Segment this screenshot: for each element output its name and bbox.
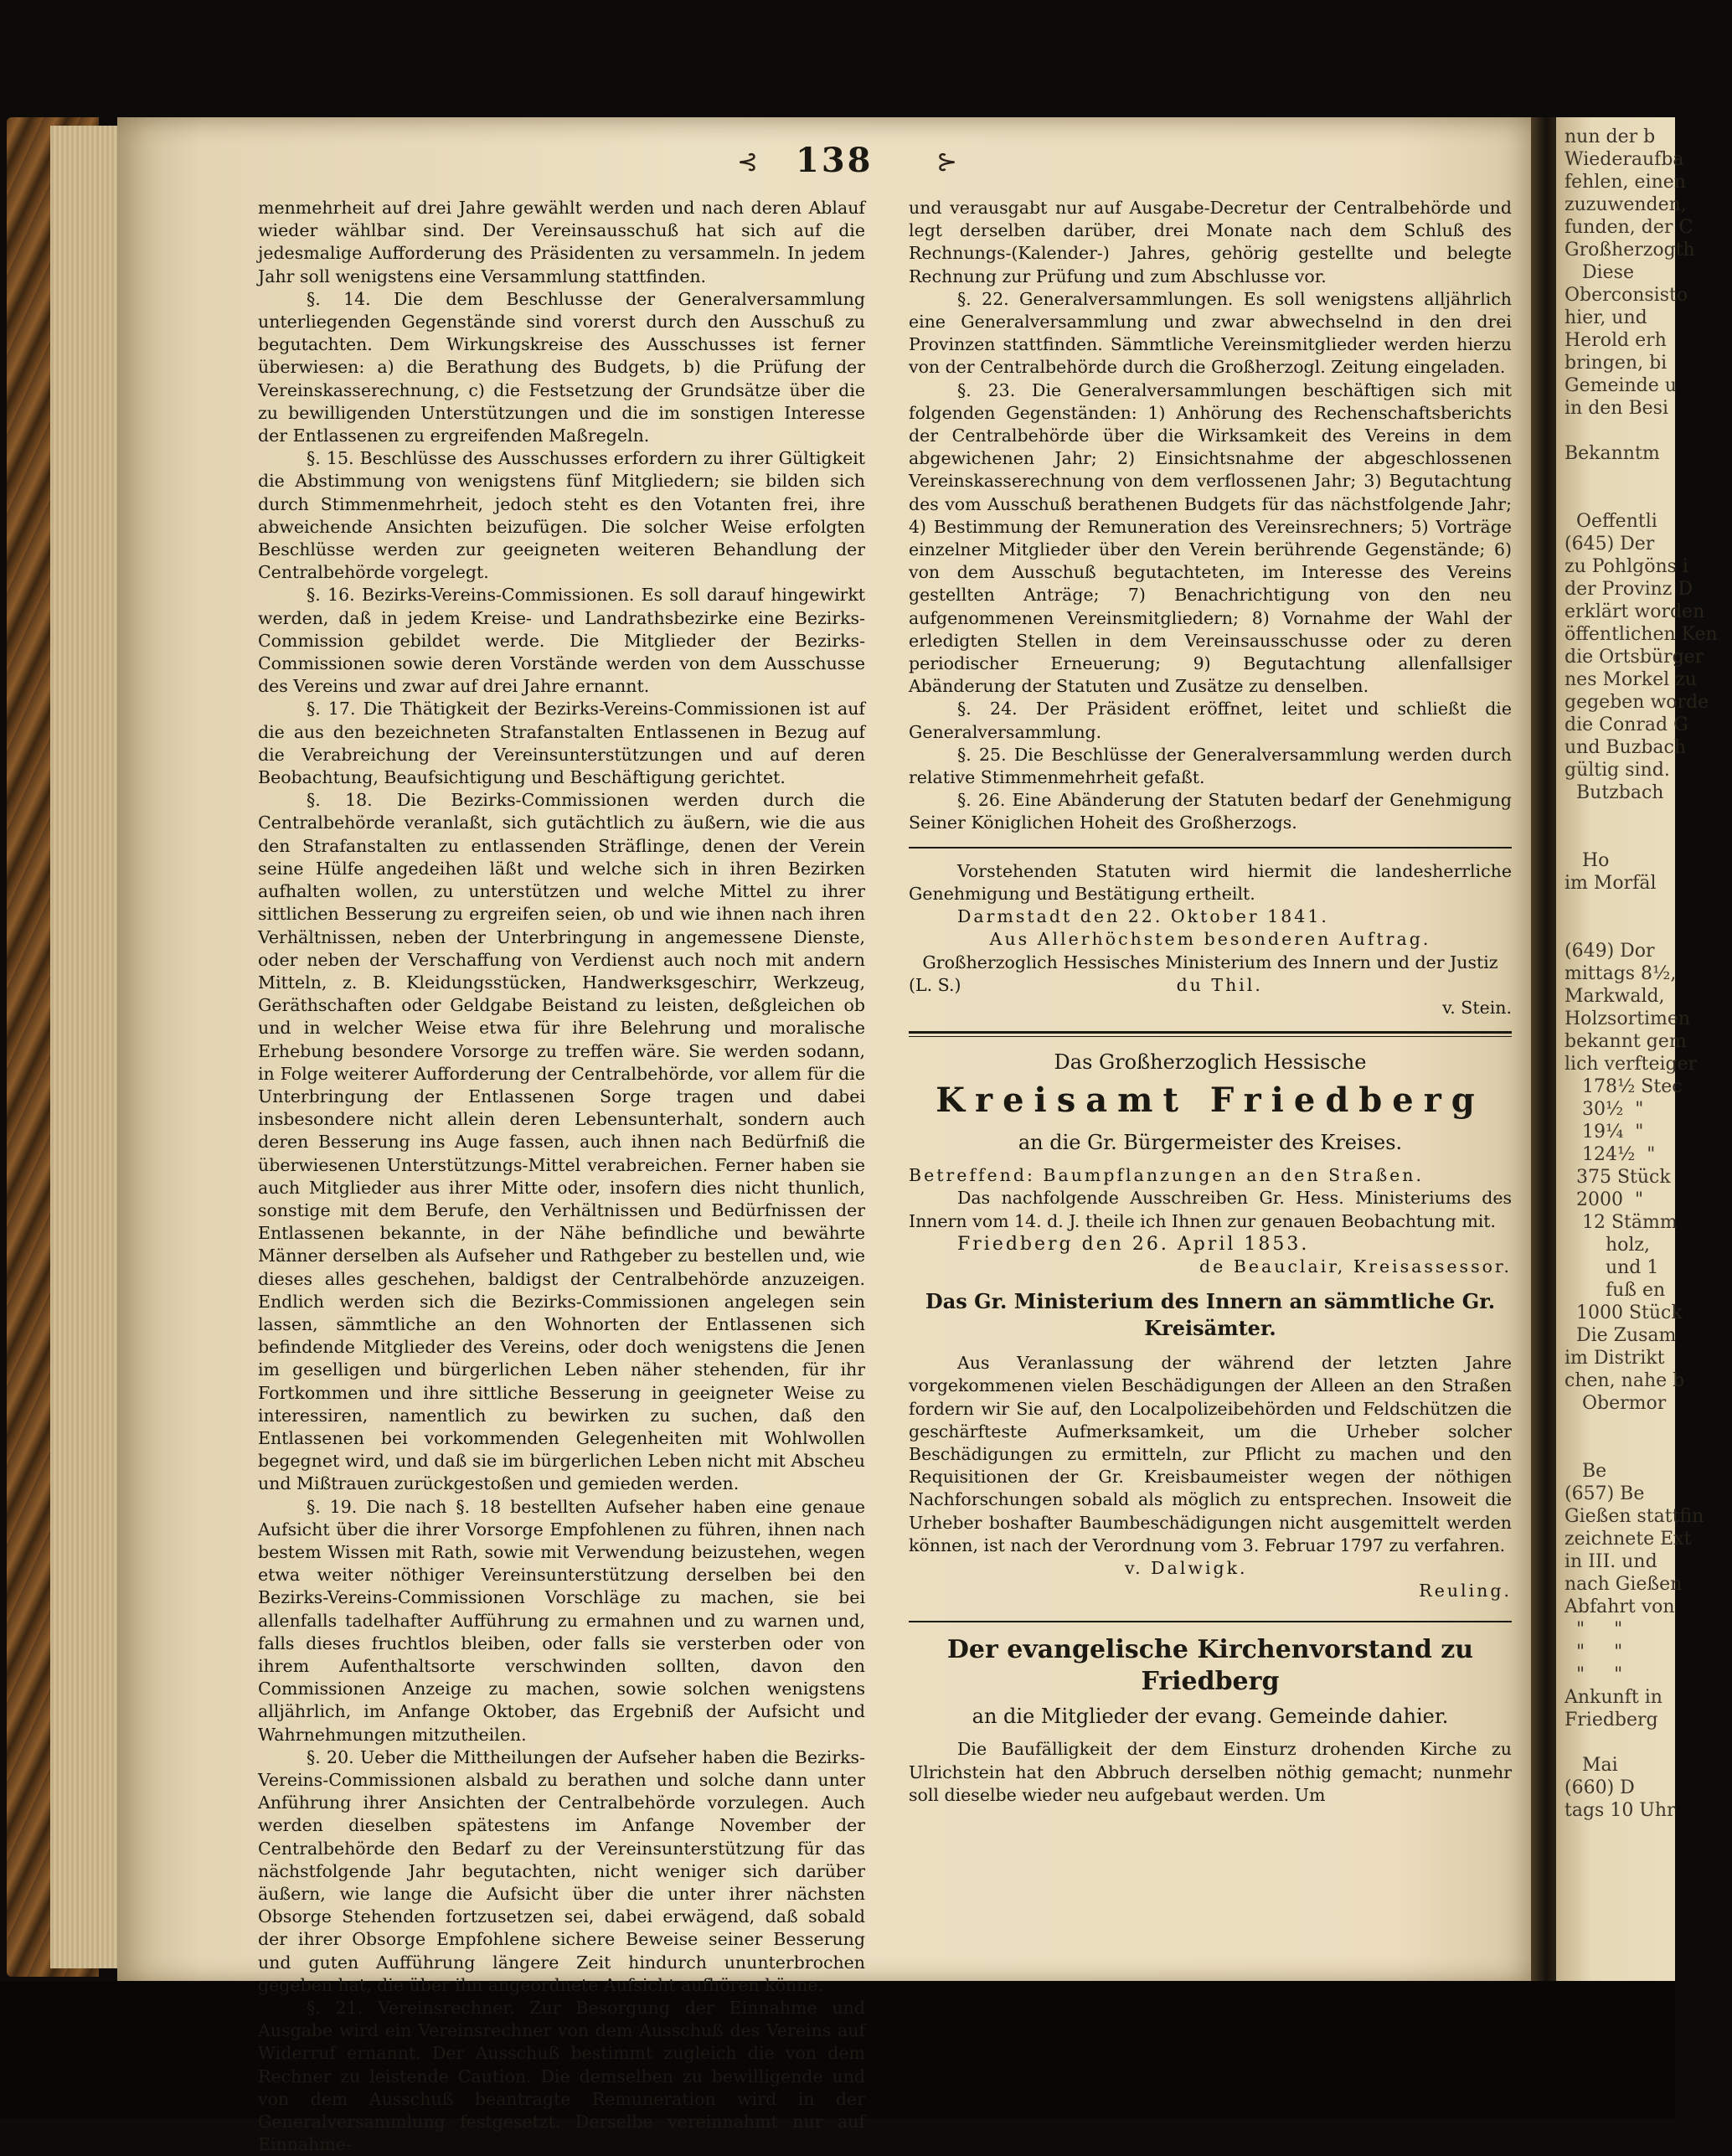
next-page-line: Gemeinde u <box>1564 375 1677 396</box>
next-page-line: nun der b <box>1564 126 1656 147</box>
next-page-line: Die Zusam <box>1564 1325 1677 1346</box>
left-column <box>258 197 865 2156</box>
ornament-right-icon: ⊱ <box>936 147 958 177</box>
right-column <box>909 197 1512 1807</box>
paragraph-section-17: §. 17. Die Thätigkeit der Bezirks-Vereins-Commissionen ist auf die aus den bezeichneten Strafanstalten Entlassenen in Bezug auf die Verabreichung der Vereinsunterstützungen und auf deren Beobachtung, Beaufsichtigung und Beschäftigung gerichtet. <box>258 699 865 788</box>
next-page-line: die Ortsbürger <box>1564 647 1704 668</box>
next-page-line: (645) Der <box>1564 534 1655 554</box>
next-page-line: hier, und <box>1564 307 1647 328</box>
next-page-line <box>1564 917 1732 940</box>
church-notice-to-line: an die Mitglieder der evang. Gemeinde dahier. <box>972 1705 1449 1729</box>
paragraph-section-23: §. 23. Die Generalversammlungen beschäftigen sich mit folgenden Gegenständen: 1) Anhörung des Rechenschaftsberichts der Centralbehörde über die Wirksamkeit des Vereins in dem abgewichenen Jahr; 2) Einsichtsnahme der abgeschlossenen Vereinskasserechnung von dem verflossenen Jahr; 3) Begutachtung des vom Ausschuß berathenen Budgets für das nächstfolgende Jahr; 4) Bestimmung der Remuneration des Vereinsrechners; 5) Vorträge einzelner Mitglieder über den Verein berührende Gegenstände; 6) von dem Ausschuß begutachteten, im Interesse des Vereins gestellten Anträge; 7) Benachrichtigung von den neu aufgenommenen Vereinsmitgliedern; 8) Vornahme der Wahl der erledigten Stellen in dem Vereinsausschusse oder zu deren periodischer Erneuerung; 9) Begutachtung allenfallsiger Abänderung der Statuten und Zusätze zu denselben. <box>909 379 1512 697</box>
next-page-line: Großherzogth <box>1564 240 1695 260</box>
signer-v-stein: v. Stein. <box>1442 997 1512 1018</box>
next-page-line: Friedberg <box>1564 1710 1658 1730</box>
notice-date: Friedberg den 26. April 1853. <box>957 1233 1310 1255</box>
next-page-line: Diese <box>1564 262 1634 283</box>
paragraph-section-22: §. 22. Generalversammlungen. Es soll wenigstens alljährlich eine Generalversammlung und zwar abwechselnd in den drei Provinzen stattfinden. Sämmtliche Vereinsmitglieder werden hierzu von der Centralbehörde durch die Großherzogl. Zeitung eingeladen. <box>909 288 1512 378</box>
next-page-line: erklärt worden <box>1564 601 1705 622</box>
next-page-line <box>1564 487 1732 510</box>
paragraph: und verausgabt nur auf Ausgabe-Decretur der Centralbehörde und legt derselben darüber, drei Monate nach dem Schluß des Rechnungs-(Kalender-) Jahres, gehörig gestellte und belegte Rechnung zur Prüfung und zum Abschlusse vor. <box>909 198 1512 286</box>
next-page-text <box>1564 126 1732 1822</box>
next-page-line: öffentlichen Ken <box>1564 624 1718 645</box>
next-page-line: in III. und <box>1564 1551 1657 1572</box>
next-page-line: 19¼ " <box>1564 1122 1644 1142</box>
divider <box>909 847 1512 848</box>
paragraph-section-25: §. 25. Die Beschlüsse der Generalversammlung werden durch relative Stimmenmehrheit gefaßt. <box>909 744 1512 788</box>
next-page-line: Herold erh <box>1564 330 1667 351</box>
notice-subject: Betreffend: Baumpflanzungen an den Straßen. <box>909 1165 1424 1186</box>
next-page-line: zeichnete Ext <box>1564 1529 1692 1550</box>
next-page-line <box>1564 804 1732 827</box>
signer-du-thil: du Thil. <box>1176 974 1263 995</box>
next-page-line: (649) Dor <box>1564 941 1655 962</box>
next-page-line: Holzsortimen <box>1564 1008 1691 1029</box>
next-page-line: Bekanntm <box>1564 443 1660 464</box>
next-page-line: 124½ " <box>1564 1144 1656 1165</box>
notice-from-line: Das Großherzoglich Hessische <box>1054 1050 1367 1075</box>
ministry-notice-body: Aus Veranlassung der während der letzten Jahre vorgekommenen vielen Beschädigungen der Alleen an den Straßen fordern wir Sie auf, den Localpolizeibehörden und Feldschützen die geschärfteste Aufmerksamkeit, um die Urheber solcher Beschädigungen zu ermitteln, zur Pflicht zu machen und den Requisitionen der Gr. Kreisbaumeister wegen der nöthigen Nachforschungen sobald als möglich zu entsprechen. Insoweit die Urheber boshafter Baumbeschädigungen nicht ausgemittelt werden können, ist nach der Verordnung vom 3. Februar 1797 zu verfahren. <box>909 1353 1512 1555</box>
next-page-line: fehlen, einen <box>1564 172 1686 193</box>
paragraph-section-21: §. 21. Vereinsrechner. Zur Besorgung der Einnahme und Ausgabe wird ein Vereinsrechner von dem Ausschuß des Vereins auf Widerruf ernannt. Der Ausschuß bestimmt zugleich die von dem Rechner zu leistende Caution. Die demselben zu bewilligende und von dem Ausschuß beantragte Remuneration wird in der Generalversammlung festgesetzt. Derselbe vereinnahmt nur auf Einnahme- <box>258 1998 865 2155</box>
paragraph-section-24: §. 24. Der Präsident eröffnet, leitet und schließt die Generalversammlung. <box>909 699 1512 742</box>
next-page-line: tags 10 Uhr <box>1564 1800 1676 1821</box>
next-page-line: (657) Be <box>1564 1483 1645 1504</box>
paragraph-section-19: §. 19. Die nach §. 18 bestellten Aufseher haben eine genaue Aufsicht über die ihrer Vorsorge Empfohlenen zu führen, ihnen nach bestem Wissen mit Rath, sowie mit Verwendung beizustehen, wegen etwa weiter nöthiger Vereinsunterstützung derselben bei den Bezirks-Vereins-Commissionen Vorschläge zu machen, sie bei allenfalls tadelhafter Aufführung zu ermahnen und zu warnen und, falls dieses fruchtlos bleiben, oder falls sie versterben oder von ihrem Aufenthaltsorte verschwinden sollten, davon den Commissionen Anzeige zu machen, sowie solchen wenigstens alljährlich, im Anfange Oktober, das Ergebniß der Aufsicht und Wahrnehmungen mitzutheilen. <box>258 1496 865 1745</box>
next-page-line: Wiederaufba <box>1564 149 1684 170</box>
next-page-line: Gießen stattfin <box>1564 1506 1704 1527</box>
ministry-signer-reuling: Reuling. <box>1419 1581 1512 1602</box>
paragraph-section-18: §. 18. Die Bezirks-Commissionen werden durch die Centralbehörde veranlaßt, sich gutächtlich zu äußern, wie die aus den Strafanstalten zu entlassenden Sträflinge, denen der Verein seine Hülfe angedeihen läßt und welche sich in ihren Bezirken aufhalten wollen, zu unterstützen und welche Mittel zu ihrer sittlichen Besserung zu ergreifen seien, ob und wie ihnen nach ihren Verhältnissen, neben der Unterbringung in angemessene Dienste, oder neben der Verschaffung von Verdienst auch noch mit andern Mitteln, z. B. Kleidungsstücken, Handwerksgeschirr, Werkzeug, Geräthschaften oder Geldgabe Beistand zu leisten, deßgleichen ob und in welcher Weise etwa für ihre Belehrung und moralische Erhebung besondere Vorsorge zu treffen wäre. Sie werden sodann, in Folge weiterer Aufforderung der Centralbehörde, vor allem für die Unterbringung der Entlassenen Sorge tragen und dabei insbesondere nicht allein deren Lebensunterhalt, sondern auch deren Besserung ins Auge fassen, auch ihnen nach Bedürfniß die überwiesenen Unterstützungs-Mittel verabreichen. Ferner haben sie auch Mitglieder aus ihrer Mitte oder, insofern dies nicht thunlich, sonstige mit dem Berufe, den Verhältnissen und Bedürfnissen der Entlassenen bekannte, in der Nähe befindliche und bewährte Männer derselben als Aufseher und Rathgeber zu bestellen und, wie dieses alles geschehen, baldigst der Centralbehörde anzuzeigen. Endlich werden sich die Bezirks-Commissionen angelegen sein lassen, sämmtliche an den Wohnorten der Entlassenen sich befindende Mitglieder des Vereins, oder doch wenigstens die Jenen im geselligen und bürgerlichen Leben näher stehenden, für ihr Fortkommen und ihre sittliche Besserung in geeigneter Weise zu interessiren, namentlich zu bewirken zu suchen, daß den Entlassenen bei vorkommenden Gelegenheiten mit Wohlwollen begegnet wird, und daß sie im bürgerlichen Leben nicht mit Abscheu und Mißtrauen zurückgestoßen und gemieden werden. <box>258 790 865 1494</box>
next-page-line <box>1564 465 1732 487</box>
next-page-line: lich verfteiger <box>1564 1054 1698 1075</box>
next-page-line <box>1564 1731 1732 1754</box>
section-rule <box>909 1031 1512 1037</box>
approval-date: Darmstadt den 22. Oktober 1841. <box>957 906 1329 927</box>
ministry-signer-dalwigk: v. Dalwigk. <box>1125 1557 1248 1578</box>
next-page-line: Mai <box>1564 1755 1618 1776</box>
page-number: 138 <box>796 141 874 180</box>
next-page-line: funden, der C <box>1564 217 1693 238</box>
next-page-line: 12 Stämm <box>1564 1212 1678 1233</box>
next-page-line: chen, nahe b <box>1564 1370 1685 1391</box>
next-page-line: die Conrad G <box>1564 714 1688 735</box>
next-page-line: nes Morkel zu <box>1564 669 1697 690</box>
next-page-line: nach Gießen <box>1564 1574 1683 1595</box>
next-page-line: " " <box>1564 1619 1623 1640</box>
next-page-line: in den Besi <box>1564 398 1668 419</box>
next-page-line: 178½ Stec <box>1564 1076 1683 1097</box>
notice-to-line: an die Gr. Bürgermeister des Kreises. <box>1018 1131 1403 1155</box>
notice-title-kreisamt: Kreisamt Friedberg <box>936 1081 1485 1121</box>
paragraph-section-26: §. 26. Eine Abänderung der Statuten bedarf der Genehmigung Seiner Königlichen Hoheit des Großherzogs. <box>909 790 1512 833</box>
next-page-line: Butzbach <box>1564 782 1664 803</box>
next-page-line: mittags 8½, <box>1564 963 1677 984</box>
next-page-line: Ankunft in <box>1564 1687 1662 1708</box>
paragraph-section-16: §. 16. Bezirks-Vereins-Commissionen. Es soll darauf hingewirkt werden, daß in jedem Kreise- und Landrathsbezirke eine Bezirks-Commission gebildet werde. Die Mitglieder der Bezirks-Commissionen sowie deren Vorstände werden von dem Ausschusse des Vereins und zwar auf drei Jahre ernannt. <box>258 585 865 697</box>
next-page-line <box>1564 1415 1732 1437</box>
approval-text: Vorstehenden Statuten wird hiermit die landesherrliche Genehmigung und Bestätigung ertheilt. <box>909 860 1512 904</box>
church-notice-title: Der evangelische Kirchenvorstand zu Friedberg <box>946 1635 1474 1697</box>
signature-row <box>909 974 1512 997</box>
next-page-line: und Buzbach <box>1564 737 1687 758</box>
next-page-line <box>1564 895 1732 917</box>
next-page-line: gültig sind. <box>1564 760 1670 781</box>
next-page-line: im Distrikt <box>1564 1348 1665 1369</box>
next-page-line: Abfahrt von <box>1564 1596 1675 1617</box>
next-page-line: 30½ " <box>1564 1099 1644 1120</box>
next-page-line: 375 Stück <box>1564 1167 1671 1188</box>
next-page-line: Oeffentli <box>1564 511 1657 532</box>
paragraph: menmehrheit auf drei Jahre gewählt werden und nach deren Ablauf wieder wählbar sind. Der Vereinsausschuß hat sich auf die jedesmalige Aufforderung des Präsidenten zu versammeln. In jedem Jahr soll wenigstens eine Versammlung stattfinden. <box>258 198 865 286</box>
next-page-line: 2000 " <box>1564 1189 1644 1210</box>
next-page-line: fuß en <box>1564 1280 1666 1301</box>
notice-signer: de Beauclair, Kreisassessor. <box>1199 1256 1512 1277</box>
ornament-left-icon: ⊰ <box>737 147 759 177</box>
next-page-line: bringen, bi <box>1564 353 1668 374</box>
next-page-line: zu Pohlgöns i <box>1564 556 1688 577</box>
next-page-line: 1000 Stück <box>1564 1302 1683 1323</box>
authority-line: Aus Allerhöchstem besonderen Auftrag. <box>989 929 1431 950</box>
next-page-edge <box>1556 117 1718 1985</box>
paragraph-section-20: §. 20. Ueber die Mittheilungen der Aufseher haben die Bezirks-Vereins-Commissionen alsbald zu berathen und solche dann unter Anführung ihrer Ansichten der Centralbehörde vorzulegen. Auch werden dieselben spätestens im Anfange November der Centralbehörde den Bedarf zu der Vereinsunterstützung für das nächstfolgende Jahr begutachten, nicht weniger sich darüber äußern, wie lange die Aufsicht über die unter ihrer nächsten Obsorge Stehenden fortzusetzen sei, dabei erwägend, daß sobald der ihrer Obsorge Empfohlene sichere Beweise seiner Besserung und guten Aufführung längere Zeit hindurch ununterbrochen gegeben hat, die über ihn angeordnete Aufsicht aufhören könne. <box>258 1746 865 1995</box>
seal-mark: (L. S.) <box>909 974 961 995</box>
next-page-line: bekannt gem <box>1564 1031 1687 1052</box>
ministry-notice-title: Das Gr. Ministerium des Innern an sämmtliche Gr. Kreisämter. <box>925 1289 1496 1341</box>
next-page-line: " " <box>1564 1642 1623 1663</box>
next-page-line: zuzuwenden, <box>1564 194 1687 215</box>
paragraph-section-14: §. 14. Die dem Beschlusse der Generalversammlung unterliegenden Gegenstände sind vorerst durch den Ausschuß zu begutachten. Dem Wirkungskreise des Ausschusses ist ferner überwiesen: a) die Berathung des Budgets, b) die Prüfung der Vereinskasserechnung, c) die Festsetzung der Grundsätze über die zu bewilligenden Unterstützungen und die im sonstigen Interesse der Entlassenen zu ergreifenden Maßregeln. <box>258 288 865 446</box>
next-page-line: (660) D <box>1564 1777 1635 1798</box>
notice-body: Das nachfolgende Ausschreiben Gr. Hess. Ministeriums des Innern vom 14. d. J. theile ich Ihnen zur genauen Beobachtung mit. <box>909 1188 1512 1231</box>
next-page-line: im Morfäl <box>1564 873 1657 894</box>
next-page-line: Oberconsisto <box>1564 285 1688 306</box>
divider <box>909 1621 1512 1622</box>
next-page-line: der Provinz D <box>1564 579 1693 600</box>
next-page-line <box>1564 1437 1732 1460</box>
next-page-line: und 1 <box>1564 1257 1659 1278</box>
next-page-line: Ho <box>1564 850 1610 871</box>
book-gutter <box>1531 117 1556 1985</box>
church-notice-body: Die Baufälligkeit der dem Einsturz drohenden Kirche zu Ulrichstein hat den Abbruch derselben nöthig gemacht; nunmehr soll dieselbe wieder neu aufgebaut werden. Um <box>909 1739 1512 1805</box>
next-page-line: gegeben worde <box>1564 692 1709 713</box>
next-page-line <box>1564 827 1732 849</box>
next-page-line: holz, <box>1564 1235 1650 1256</box>
next-page-line: Markwald, <box>1564 986 1665 1007</box>
paragraph-section-15: §. 15. Beschlüsse des Ausschusses erfordern zu ihrer Gültigkeit die Abstimmung von wenigstens fünf Mitgliedern; sie bilden sich durch Stimmenmehrheit, jedoch steht es den Votanten frei, ihre abweichende Ansichten beizufügen. Die solcher Weise erfolgten Beschlüsse werden zur geeigneten weiteren Behandlung der Centralbehörde vorgelegt. <box>258 448 865 583</box>
next-page-line: Obermor <box>1564 1393 1667 1414</box>
next-page-line: Be <box>1564 1461 1607 1482</box>
next-page-line: " " <box>1564 1664 1623 1685</box>
ministry-line: Großherzoglich Hessisches Ministerium des Innern und der Justiz <box>922 952 1498 972</box>
next-page-line <box>1564 420 1732 442</box>
